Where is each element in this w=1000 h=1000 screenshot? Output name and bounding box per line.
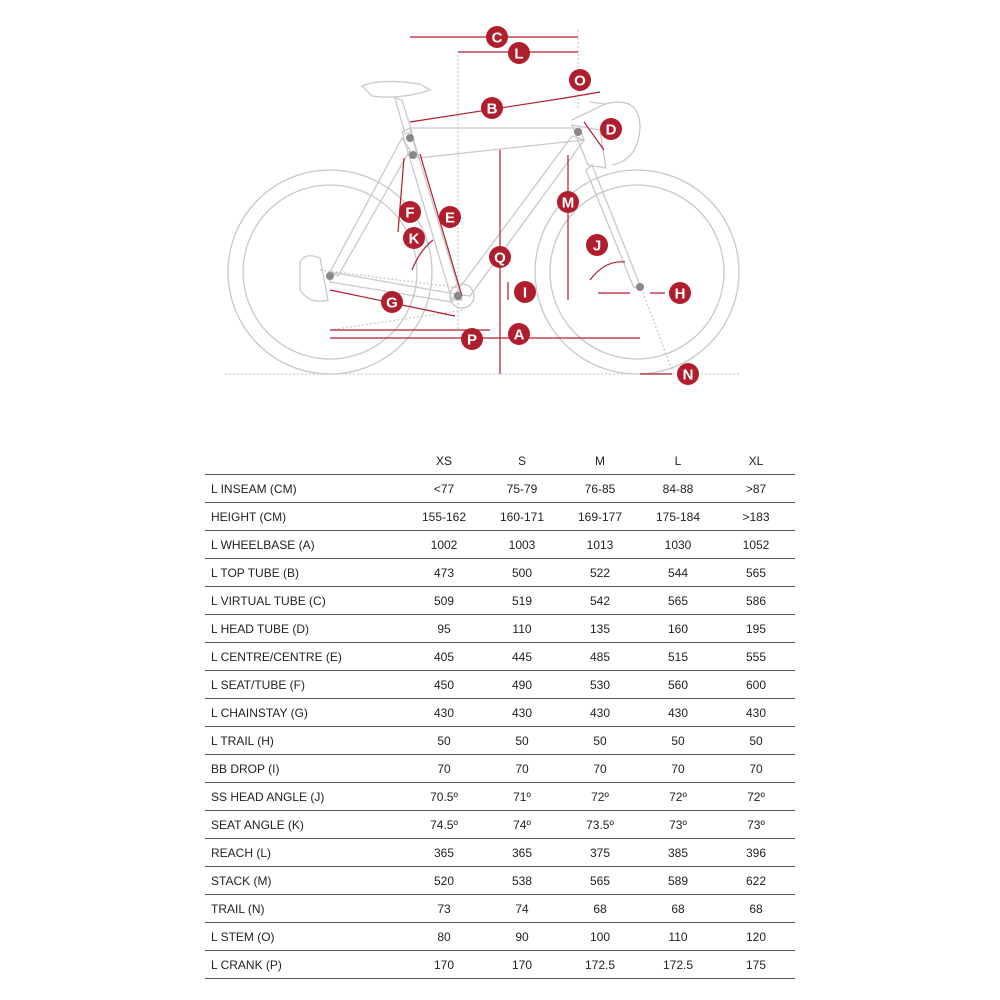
down-tube [455,136,584,296]
svg-text:A: A [513,326,525,344]
table-cell: 68 [639,895,717,923]
table-cell: 175-184 [639,503,717,531]
bottom-bracket-dot [454,292,462,300]
row-label: REACH (L) [205,839,405,867]
table-cell: 84-88 [639,475,717,503]
table-cell: 70 [717,755,795,783]
table-cell: 50 [405,727,483,755]
badge-m [557,191,579,213]
table-cell: 600 [717,671,795,699]
table-cell: 72º [717,783,795,811]
table-cell: 75-79 [483,475,561,503]
seat-cluster-dot [406,134,414,142]
row-label: L SEAT/TUBE (F) [205,671,405,699]
row-label: L CRANK (P) [205,951,405,979]
svg-text:J: J [592,237,602,255]
top-tube-junction-dot [409,151,417,159]
table-cell: 155-162 [405,503,483,531]
table-cell: 70 [405,755,483,783]
badge-p [461,328,483,350]
table-row [205,475,795,503]
table-cell: 74.5º [405,811,483,839]
table-cell: 120 [717,923,795,951]
table-cell: 68 [717,895,795,923]
svg-text:E: E [444,209,456,227]
table-cell: 365 [483,839,561,867]
table-cell: 73º [639,811,717,839]
table-cell: 589 [639,867,717,895]
svg-text:B: B [486,100,498,118]
table-row [205,559,795,587]
badge-l [508,42,530,64]
row-label: BB DROP (I) [205,755,405,783]
table-row [205,895,795,923]
table-cell: 450 [405,671,483,699]
table-cell: 50 [483,727,561,755]
table-cell: 530 [561,671,639,699]
rear-derailleur [300,256,328,302]
table-cell: 74 [483,895,561,923]
table-cell: 175 [717,951,795,979]
table-cell: 110 [483,615,561,643]
table-cell: 509 [405,587,483,615]
table-row [205,587,795,615]
row-label: L INSEAM (CM) [205,475,405,503]
badge-i [514,281,536,303]
row-label: L VIRTUAL TUBE (C) [205,587,405,615]
badge-o [569,69,591,91]
table-cell: 430 [405,699,483,727]
table-cell: 485 [561,643,639,671]
size-header-row [205,447,795,475]
svg-text:L: L [514,45,524,63]
badge-j [586,234,608,256]
row-label: L WHEELBASE (A) [205,531,405,559]
row-label: L CHAINSTAY (G) [205,699,405,727]
badge-d [600,118,622,140]
table-row [205,503,795,531]
row-label: L HEAD TUBE (D) [205,615,405,643]
badge-c [486,26,508,48]
table-cell: 90 [483,923,561,951]
table-cell: 100 [561,923,639,951]
row-label: TRAIL (N) [205,895,405,923]
table-cell: 70 [561,755,639,783]
table-cell: 169-177 [561,503,639,531]
table-cell: >183 [717,503,795,531]
table-cell: 515 [639,643,717,671]
table-cell: 586 [717,587,795,615]
svg-text:Q: Q [494,249,506,267]
size-header: L [674,453,682,468]
badge-h [669,282,691,304]
row-label: L TRAIL (H) [205,727,405,755]
table-cell: 520 [405,867,483,895]
row-label: SS HEAD ANGLE (J) [205,783,405,811]
table-cell: 445 [483,643,561,671]
table-cell: 430 [483,699,561,727]
table-cell: 73º [717,811,795,839]
table-cell: 76-85 [561,475,639,503]
svg-text:H: H [674,285,686,303]
table-row [205,643,795,671]
table-cell: 68 [561,895,639,923]
table-cell: 405 [405,643,483,671]
table-cell: 135 [561,615,639,643]
table-cell: 542 [561,587,639,615]
table-cell: 375 [561,839,639,867]
table-cell: 50 [717,727,795,755]
table-cell: 95 [405,615,483,643]
table-cell: 396 [717,839,795,867]
table-cell: 170 [405,951,483,979]
table-cell: 1002 [405,531,483,559]
fork [586,165,640,288]
row-label: STACK (M) [205,867,405,895]
table-cell: 622 [717,867,795,895]
table-cell: >87 [717,475,795,503]
table-cell: 70 [483,755,561,783]
badge-n [677,363,699,385]
table-cell: 1003 [483,531,561,559]
dim-line-o [565,92,600,98]
table-cell: 1013 [561,531,639,559]
badge-b [481,97,503,119]
front-wheel-inner [550,185,724,359]
table-cell: 522 [561,559,639,587]
table-cell: 72º [639,783,717,811]
table-row [205,923,795,951]
row-label: L CENTRE/CENTRE (E) [205,643,405,671]
svg-text:I: I [522,284,528,302]
svg-text:O: O [574,72,586,90]
svg-text:N: N [682,366,694,384]
table-cell: 74º [483,811,561,839]
size-header: S [517,453,526,468]
table-cell: 71º [483,783,561,811]
row-label: HEIGHT (CM) [205,503,405,531]
geometry-table [205,447,795,979]
badge-f [399,201,421,223]
table-cell: 560 [639,671,717,699]
table-cell: 80 [405,923,483,951]
table-cell: 490 [483,671,561,699]
dimension-lines [330,37,672,374]
table-cell: <77 [405,475,483,503]
badge-e [439,206,461,228]
svg-text:G: G [386,294,398,312]
row-label: SEAT ANGLE (K) [205,811,405,839]
svg-text:C: C [491,29,503,47]
size-header: XS [435,453,452,468]
bike-geometry-diagram [0,0,1000,400]
size-header: XL [748,453,764,468]
table-cell: 172.5 [561,951,639,979]
table-cell: 70.5º [405,783,483,811]
table-cell: 160 [639,615,717,643]
table-cell: 73.5º [561,811,639,839]
table-row [205,951,795,979]
badge-g [381,291,403,313]
badge-a [508,323,530,345]
table-row [205,615,795,643]
table-row [205,671,795,699]
stem [590,102,605,104]
table-cell: 1030 [639,531,717,559]
svg-text:P: P [466,331,478,349]
dim-arc-j [590,262,625,280]
table-cell: 70 [639,755,717,783]
header-blank [205,447,405,475]
top-tube [410,128,584,158]
table-cell: 538 [483,867,561,895]
table-cell: 72º [561,783,639,811]
table-cell: 430 [561,699,639,727]
bike-outline [225,30,740,374]
table-cell: 544 [639,559,717,587]
table-cell: 385 [639,839,717,867]
table-cell: 500 [483,559,561,587]
table-row [205,531,795,559]
svg-text:M: M [561,194,575,212]
row-label: L STEM (O) [205,923,405,951]
table-cell: 555 [717,643,795,671]
table-cell: 430 [717,699,795,727]
table-cell: 565 [717,559,795,587]
saddle [362,81,430,97]
table-row [205,783,795,811]
table-cell: 195 [717,615,795,643]
svg-text:F: F [405,204,415,222]
table-cell: 473 [405,559,483,587]
table-cell: 365 [405,839,483,867]
svg-text:D: D [605,121,617,139]
table-cell: 565 [639,587,717,615]
table-cell: 519 [483,587,561,615]
svg-text:K: K [408,230,420,248]
table-cell: 172.5 [639,951,717,979]
table-row [205,839,795,867]
table-cell: 170 [483,951,561,979]
table-cell: 50 [639,727,717,755]
seat-stay [330,138,410,276]
head-tube-top-dot [574,128,582,136]
front-axle-dot [636,283,644,291]
table-row [205,727,795,755]
table-row [205,699,795,727]
size-header: M [595,453,605,468]
badge-k [403,227,425,249]
table-cell: 565 [561,867,639,895]
geometry-table-body [205,475,795,979]
table-cell: 110 [639,923,717,951]
table-cell: 50 [561,727,639,755]
row-label: L TOP TUBE (B) [205,559,405,587]
table-cell: 73 [405,895,483,923]
table-cell: 1052 [717,531,795,559]
table-row [205,811,795,839]
table-cell: 430 [639,699,717,727]
badge-q [489,246,511,268]
rear-axle-dot [326,272,334,280]
table-row [205,867,795,895]
table-cell: 160-171 [483,503,561,531]
table-row [205,755,795,783]
